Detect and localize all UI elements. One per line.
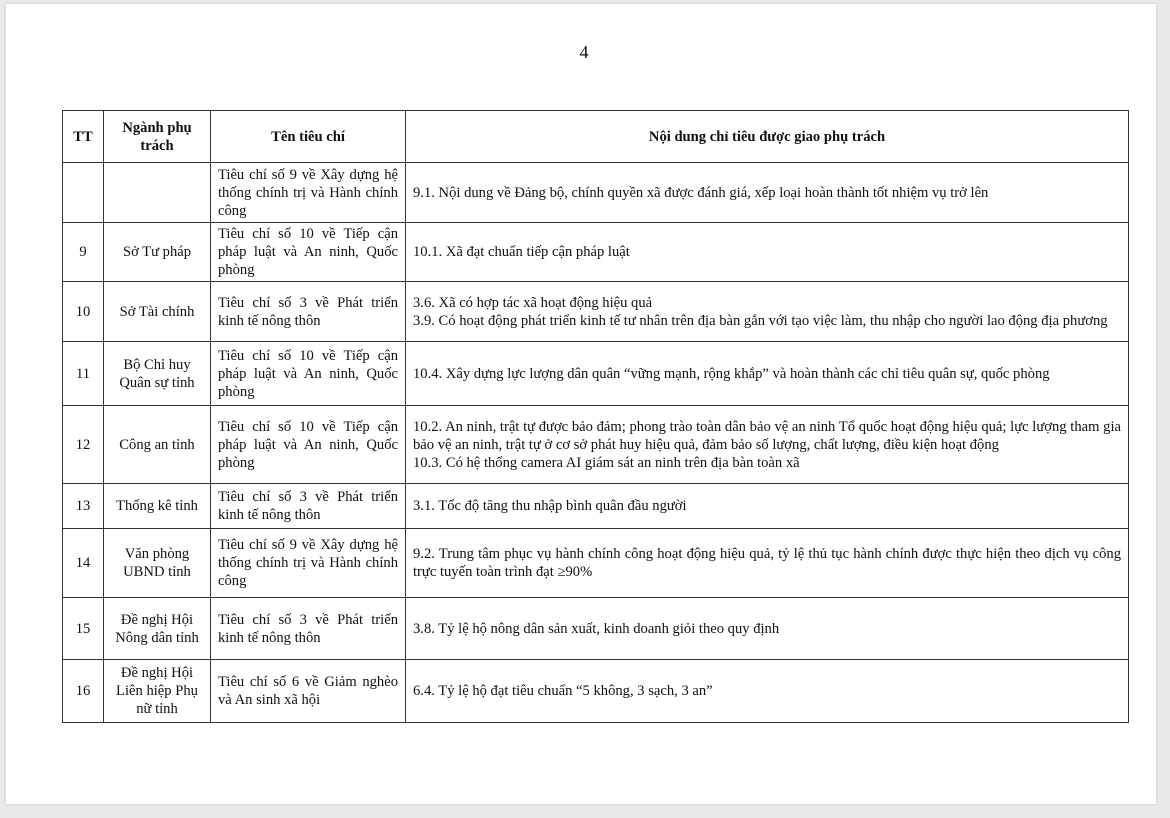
- row-tt: 12: [63, 406, 104, 484]
- row-unit: Sở Tư pháp: [104, 223, 211, 282]
- row-unit: Bộ Chỉ huy Quân sự tỉnh: [104, 342, 211, 406]
- row-content: [406, 598, 1129, 660]
- content-line: 10.4. Xây dựng lực lượng dân quân “vững mạnh, rộng khắp” và hoàn thành các chỉ tiêu quân sự, quốc phòng: [413, 365, 1050, 382]
- row-unit: Thống kê tỉnh: [104, 484, 211, 529]
- row-tt: 15: [63, 598, 104, 660]
- row-content: [406, 342, 1129, 406]
- content-line: 6.4. Tỷ lệ hộ đạt tiêu chuẩn “5 không, 3 sạch, 3 an”: [413, 683, 713, 699]
- row-content: [406, 660, 1129, 723]
- header-unit: Ngành phụ trách: [104, 111, 211, 163]
- row-unit: Văn phòng UBND tỉnh: [104, 529, 211, 598]
- row-criterion: Tiêu chí số 10 về Tiếp cận pháp luật và An ninh, Quốc phòng: [211, 223, 406, 282]
- row-criterion: Tiêu chí số 3 về Phát triển kinh tế nông thôn: [211, 484, 406, 529]
- header-content: Nội dung chỉ tiêu được giao phụ trách: [406, 111, 1129, 163]
- table-row: [63, 484, 1129, 529]
- content-line: 10.1. Xã đạt chuẩn tiếp cận pháp luật: [413, 244, 630, 260]
- row-criterion: Tiêu chí số 3 về Phát triển kinh tế nông thôn: [211, 598, 406, 660]
- content-line: 10.3. Có hệ thống camera AI giám sát an ninh trên địa bàn toàn xã: [413, 454, 800, 471]
- row-tt: [63, 163, 104, 223]
- content-line: 3.6. Xã có hợp tác xã hoạt động hiệu quả: [413, 294, 653, 311]
- header-criterion: Tên tiêu chí: [211, 111, 406, 163]
- row-criterion: Tiêu chí số 10 về Tiếp cận pháp luật và An ninh, Quốc phòng: [211, 342, 406, 406]
- content-line: 3.8. Tỷ lệ hộ nông dân sản xuất, kinh doanh giỏi theo quy định: [413, 620, 780, 637]
- row-tt: 16: [63, 660, 104, 723]
- row-tt: 13: [63, 484, 104, 529]
- table-row: [63, 598, 1129, 660]
- content-line: 9.1. Nội dung về Đảng bộ, chính quyền xã được đánh giá, xếp loại hoàn thành tốt nhiệm vụ trở lên: [413, 184, 989, 201]
- row-unit: [104, 163, 211, 223]
- row-unit: Đề nghị Hội Nông dân tỉnh: [104, 598, 211, 660]
- table-row: [63, 163, 1129, 223]
- content-line: 3.9. Có hoạt động phát triển kinh tế tư nhân trên địa bàn gắn với tạo việc làm, thu nhập cho người lao động địa phương: [413, 312, 1108, 329]
- row-unit: Sở Tài chính: [104, 282, 211, 342]
- row-content: [406, 282, 1129, 342]
- row-tt: 9: [63, 223, 104, 282]
- table-row: [63, 529, 1129, 598]
- content-line: 9.2. Trung tâm phục vụ hành chính công hoạt động hiệu quả, tỷ lệ thủ tục hành chính được thực hiện theo dịch vụ công trực tuyến toàn trình đạt ≥90%: [413, 546, 1121, 580]
- row-criterion: Tiêu chí số 9 về Xây dựng hệ thống chính trị và Hành chính công: [211, 163, 406, 223]
- row-content: [406, 406, 1129, 484]
- row-criterion: Tiêu chí số 6 về Giảm nghèo và An sinh xã hội: [211, 660, 406, 723]
- row-content: [406, 223, 1129, 282]
- row-content: [406, 529, 1129, 598]
- table-row: [63, 223, 1129, 282]
- row-criterion: Tiêu chí số 3 về Phát triển kinh tế nông thôn: [211, 282, 406, 342]
- content-line: 3.1. Tốc độ tăng thu nhập bình quân đầu người: [413, 498, 687, 514]
- page-number: 4: [579, 42, 589, 62]
- criteria-table: [62, 110, 1129, 723]
- header-tt: TT: [63, 111, 104, 163]
- table-row: [63, 342, 1129, 406]
- table-row: [63, 406, 1129, 484]
- table-row: [63, 660, 1129, 723]
- row-unit: Đề nghị Hội Liên hiệp Phụ nữ tỉnh: [104, 660, 211, 723]
- content-line: 10.2. An ninh, trật tự được bảo đảm; phong trào toàn dân bảo vệ an ninh Tổ quốc hoạt động hiệu quả; lực lượng tham gia bảo vệ an ninh, trật tự ở cơ sở phát huy hiệu quả, đảm bảo số lượng, chất lượng, điều kiện hoạt động: [413, 418, 1121, 453]
- row-criterion: Tiêu chí số 10 về Tiếp cận pháp luật và An ninh, Quốc phòng: [211, 406, 406, 484]
- row-tt: 11: [63, 342, 104, 406]
- document-page: [6, 4, 1156, 804]
- row-unit: Công an tỉnh: [104, 406, 211, 484]
- table-header-row: [63, 111, 1129, 163]
- row-content: [406, 163, 1129, 223]
- row-tt: 14: [63, 529, 104, 598]
- row-content: [406, 484, 1129, 529]
- row-tt: 10: [63, 282, 104, 342]
- table-row: [63, 282, 1129, 342]
- row-criterion: Tiêu chí số 9 về Xây dựng hệ thống chính trị và Hành chính công: [211, 529, 406, 598]
